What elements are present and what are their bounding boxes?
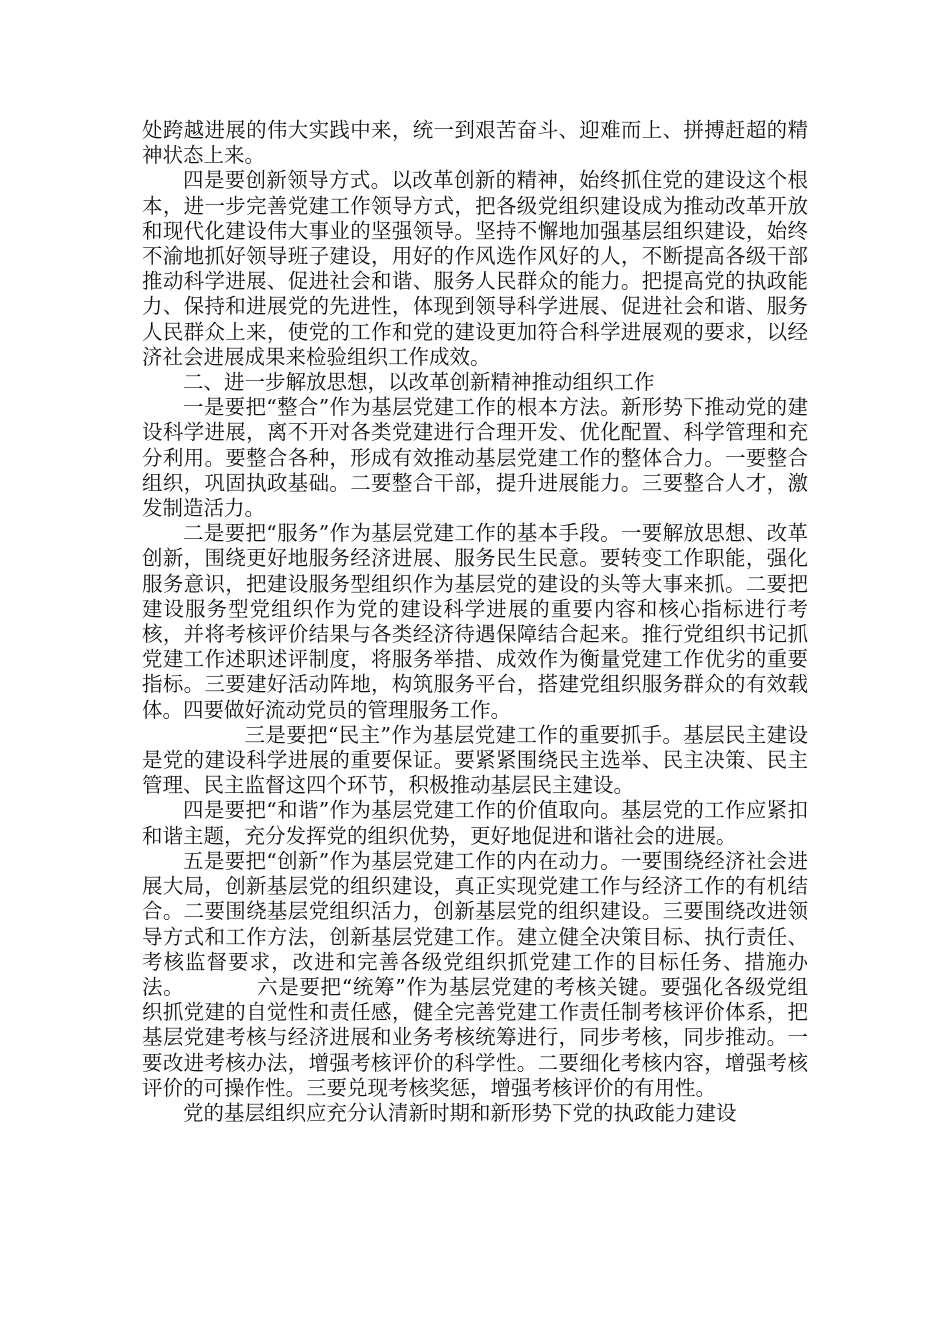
- paragraph-innovation: 五是要把“创新”作为基层党建工作的内在动力。一要围绕经济社会进展大局，创新基层党的组织建设，真正实现党建工作与经济工作的有机结合。二要围绕基层党组织活力，创新基层党的组织建设。三要围绕改进领导方式和工作方法，创新基层党建工作。建立健全决策目标、执行责任、考核监督要求，改进和完善各级党组织抓党建工作的目标任务、措施办法。: [142, 848, 808, 999]
- body-text: [142, 118, 808, 1126]
- paragraph-continuation: 处跨越进展的伟大实践中来，统一到艰苦奋斗、迎难而上、拼搏赶超的精神状态上来。: [142, 118, 808, 168]
- paragraph-integration: 一是要把“整合”作为基层党建工作的根本方法。新形势下推动党的建设科学进展，离不开对各类党建进行合理开发、优化配置、科学管理和充分利用。要整合各种，形成有效推动基层党建工作的整体合力。一要整合组织，巩固执政基础。二要整合干部，提升进展能力。三要整合人才，激发制造活力。: [142, 395, 808, 521]
- section-heading: 二、进一步解放思想，以改革创新精神推动组织工作: [183, 370, 655, 395]
- paragraph-leadership-method: 四是要创新领导方式。以改革创新的精神，始终抓住党的建设这个根本，进一步完善党建工作领导方式，把各级党组织建设成为推动改革开放和现代化建设伟大事业的坚强领导。坚持不懈地加强基层组织建设，始终不渝地抓好领导班子建设，用好的作风选作风好的人，不断提高各级干部推动科学进展、促进社会和谐、服务人民群众的能力。把提高党的执政能力、保持和进展党的先进性，体现到领导科学进展、促进社会和谐、服务人民群众上来，使党的工作和党的建设更加符合科学进展观的要求，以经济社会进展成果来检验组织工作成效。: [142, 168, 808, 369]
- paragraph-coordination: 六是要把“统筹”作为基层党建的考核关键。要强化各级党组织抓党建的自觉性和责任感，健全完善党建工作责任制考核评价体系，把基层党建考核与经济进展和业务考核统筹进行，同步考核，同步推动。一要改进考核办法，增强考核评价的科学性。二要细化考核内容，增强考核评价的可操作性。三要兑现考核奖惩，增强考核评价的有用性。: [142, 974, 809, 1100]
- paragraph-closing: 党的基层组织应充分认清新时期和新形势下党的执政能力建设: [183, 1100, 737, 1125]
- paragraph-harmony: 四是要把“和谐”作为基层党建工作的价值取向。基层党的工作应紧扣和谐主题，充分发挥党的组织优势，更好地促进和谐社会的进展。: [142, 798, 808, 848]
- paragraph-innovation-and-coordination: [142, 849, 808, 1101]
- paragraph-service: 二是要把“服务”作为基层党建工作的基本手段。一要解放思想、改革创新，围绕更好地服务经济进展、服务民生民意。要转变工作职能，强化服务意识，把建设服务型组织作为基层党的建设的头等大事来抓。二要把建设服务型党组织作为党的建设科学进展的重要内容和核心指标进行考核，并将考核评价结果与各类经济待遇保障结合起来。推行党组织书记抓党建工作述职述评制度，将服务举措、成效作为衡量党建工作优劣的重要指标。三要建好活动阵地，构筑服务平台，搭建党组织服务群众的有效载体。四要做好流动党员的管理服务工作。: [142, 521, 808, 722]
- paragraph-democracy: 三是要把“民主”作为基层党建工作的重要抓手。基层民主建设是党的建设科学进展的重要保证。要紧紧围绕民主选举、民主决策、民主管理、民主监督这四个环节，积极推动基层民主建设。: [142, 722, 808, 798]
